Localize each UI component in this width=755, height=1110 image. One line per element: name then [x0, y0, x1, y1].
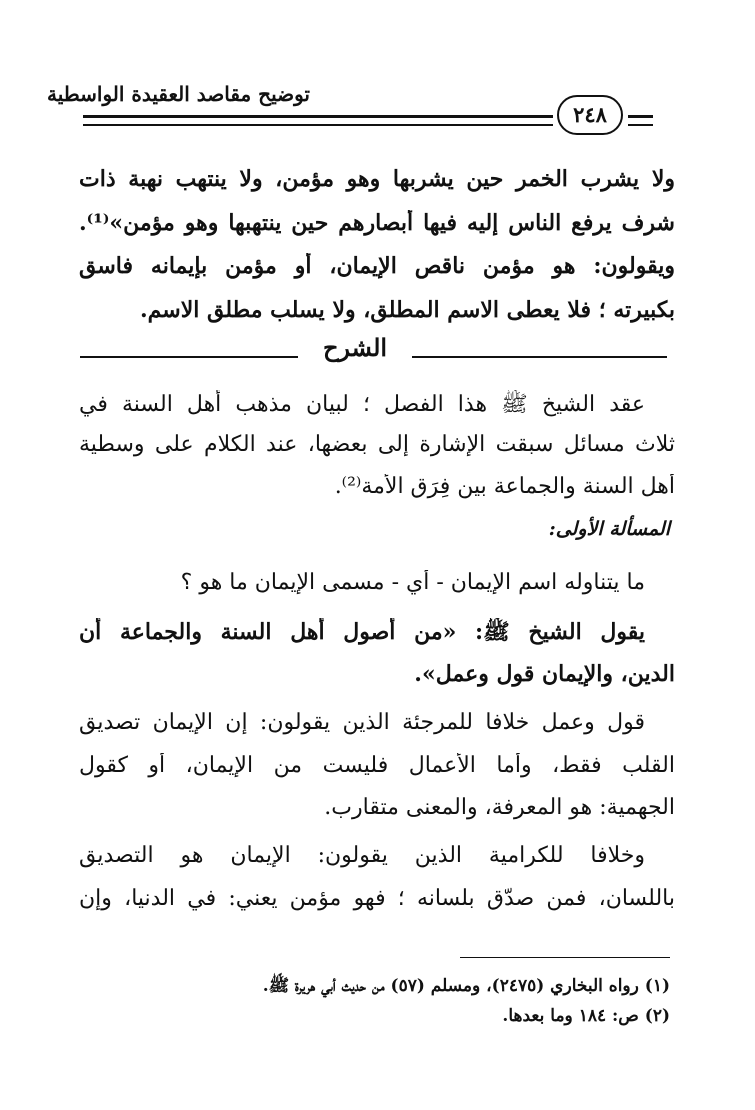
body-line: أهل السنة والجماعة بين فِرَق الأمة⁽²⁾. — [334, 474, 675, 499]
question-line: ما يتناوله اسم الإيمان - أي - مسمى الإيمان ما هو ؟ — [180, 570, 645, 595]
section-divider-right — [412, 356, 667, 358]
body-line: القلب فقط، وأما الأعمال فليست من الإيمان، أو كقول — [79, 753, 675, 778]
quote-line: يقول الشيخ ﷺ: «من أصول أهل السنة والجماعة أن — [79, 619, 645, 645]
running-header-title: توضيح مقاصد العقيدة الواسطية — [46, 82, 310, 106]
footnote-rule — [460, 957, 670, 958]
quote-line: الدين، والإيمان قول وعمل». — [414, 661, 675, 687]
footnote: (٢) ص: ١٨٤ وما بعدها. — [502, 1006, 670, 1026]
body-line: عقد الشيخ ﷺ هذا الفصل ؛ لبيان مذهب أهل السنة في — [79, 392, 645, 417]
header-tick-bottom — [628, 124, 653, 126]
intro-line: بكبيرته ؛ فلا يعطى الاسم المطلق، ولا يسلب مطلق الاسم. — [139, 297, 675, 323]
section-divider-left — [80, 356, 298, 358]
header-rule-top — [83, 115, 553, 118]
intro-line: ويقولون: هو مؤمن ناقص الإيمان، أو مؤمن بإيمانه فاسق — [79, 253, 675, 279]
header-tick-top — [628, 115, 653, 118]
footnote: (١) رواه البخاري (٢٤٧٥)، ومسلم (٥٧) من حديث أبي هريرة ﷺ. — [262, 976, 670, 996]
body-line: الجهمية: هو المعرفة، والمعنى متقارب. — [324, 795, 675, 820]
section-title: الشرح — [322, 333, 388, 362]
body-line: باللسان، فمن صدّق بلسانه ؛ فهو مؤمن يعني: في الدنيا، وإن — [79, 886, 675, 911]
intro-line: شرف يرفع الناس إليه فيها أبصارهم حين ينتهبها وهو مؤمن»⁽¹⁾. — [79, 210, 675, 236]
header-rule-bottom — [83, 124, 553, 126]
subheading: المسألة الأولى: — [548, 518, 670, 540]
body-line: وخلافا للكرامية الذين يقولون: الإيمان هو التصديق — [79, 843, 645, 868]
page-number: ٢٤٨ — [557, 95, 623, 135]
intro-line: ولا يشرب الخمر حين يشربها وهو مؤمن، ولا ينتهب نهبة ذات — [79, 166, 675, 192]
body-line: ثلاث مسائل سبقت الإشارة إلى بعضها، عند الكلام على وسطية — [79, 432, 675, 457]
body-line: قول وعمل خلافا للمرجئة الذين يقولون: إن الإيمان تصديق — [79, 710, 645, 735]
